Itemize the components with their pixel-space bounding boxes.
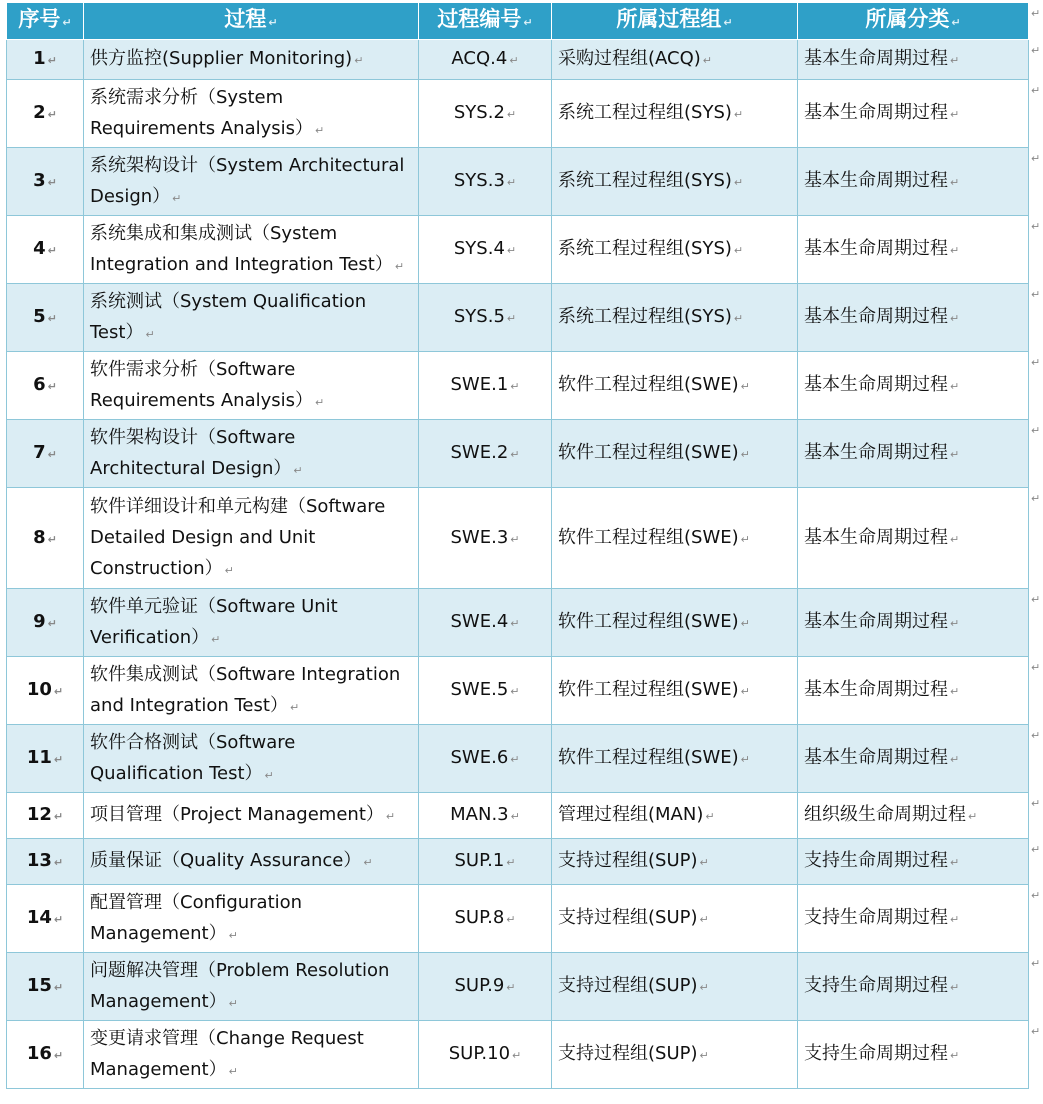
paragraph-mark-icon: ↵ xyxy=(506,913,516,926)
cell-no xyxy=(7,725,84,793)
table-row xyxy=(7,589,1029,657)
cell-category xyxy=(798,1021,1029,1089)
header-no: 序号 ↵ xyxy=(7,3,84,40)
row-end-mark-icon: ↵ xyxy=(1031,220,1041,233)
cell-process xyxy=(84,725,419,793)
cell-code xyxy=(419,953,552,1021)
process-table xyxy=(6,2,1029,1089)
paragraph-mark-icon: ↵ xyxy=(740,753,750,766)
cell-code-text: SWE.1 xyxy=(450,374,509,395)
paragraph-mark-icon: ↵ xyxy=(506,244,517,257)
cell-process xyxy=(84,420,419,488)
cell-group xyxy=(552,284,798,352)
paragraph-mark-icon: ↵ xyxy=(950,856,960,869)
cell-category xyxy=(798,284,1029,352)
table-row xyxy=(7,216,1029,284)
cell-group-text: 支持过程组(SUP) xyxy=(558,1043,698,1064)
cell-no xyxy=(7,793,84,839)
cell-process-text: 系统测试（System Qualification Test） xyxy=(90,290,367,343)
header-process: 过程 ↵ xyxy=(84,3,419,40)
cell-code xyxy=(419,839,552,885)
paragraph-mark-icon: ↵ xyxy=(228,996,238,1010)
cell-code xyxy=(419,216,552,284)
row-end-mark-icon: ↵ xyxy=(1031,843,1041,856)
row-end-mark-icon: ↵ xyxy=(1031,1025,1041,1038)
cell-group xyxy=(552,839,798,885)
paragraph-mark-icon: ↵ xyxy=(510,448,520,461)
table-row xyxy=(7,953,1029,1021)
cell-code xyxy=(419,793,552,839)
cell-category-text: 基本生命周期过程 xyxy=(804,306,948,327)
cell-code xyxy=(419,284,552,352)
cell-code xyxy=(419,148,552,216)
cell-process xyxy=(84,953,419,1021)
cell-process xyxy=(84,589,419,657)
paragraph-mark-icon: ↵ xyxy=(699,1049,709,1062)
cell-no xyxy=(7,1021,84,1089)
cell-no-text: 10 xyxy=(26,679,52,700)
cell-code-text: MAN.3 xyxy=(450,804,509,825)
cell-no-text: 4 xyxy=(33,238,46,259)
cell-code xyxy=(419,80,552,148)
cell-process-text: 系统集成和集成测试（System Integration and Integration Test） xyxy=(90,222,393,275)
cell-no xyxy=(7,284,84,352)
paragraph-mark-icon: ↵ xyxy=(264,768,274,782)
paragraph-mark-icon: ↵ xyxy=(950,981,960,994)
cell-category xyxy=(798,148,1029,216)
paragraph-mark-icon: ↵ xyxy=(699,981,709,994)
paragraph-mark-icon: ↵ xyxy=(363,856,373,869)
header-code: 过程编号 ↵ xyxy=(419,3,552,40)
cell-code xyxy=(419,488,552,589)
cell-code xyxy=(419,352,552,420)
paragraph-mark-icon: ↵ xyxy=(506,108,517,121)
cell-code-text: SUP.10 xyxy=(448,1043,511,1064)
paragraph-mark-icon: ↵ xyxy=(53,1049,64,1062)
cell-no xyxy=(7,488,84,589)
paragraph-mark-icon: ↵ xyxy=(950,54,960,67)
row-end-mark-icon: ↵ xyxy=(1031,889,1041,902)
paragraph-mark-icon: ↵ xyxy=(506,856,516,869)
cell-code-text: SYS.3 xyxy=(453,170,505,191)
cell-process xyxy=(84,352,419,420)
cell-group-text: 系统工程过程组(SYS) xyxy=(558,238,732,259)
row-end-mark-icon: ↵ xyxy=(1031,44,1041,57)
cell-category-text: 基本生命周期过程 xyxy=(804,747,948,768)
paragraph-mark-icon: ↵ xyxy=(950,753,960,766)
cell-code-text: ACQ.4 xyxy=(451,48,508,69)
cell-process-text: 软件合格测试（Software Qualification Test） xyxy=(90,731,296,784)
row-end-mark-icon: ↵ xyxy=(1031,729,1041,742)
paragraph-mark-icon: ↵ xyxy=(733,312,744,325)
cell-category xyxy=(798,488,1029,589)
cell-code xyxy=(419,885,552,953)
paragraph-mark-icon: ↵ xyxy=(47,312,57,325)
paragraph-mark-icon: ↵ xyxy=(950,244,960,257)
cell-code xyxy=(419,40,552,80)
cell-category-text: 基本生命周期过程 xyxy=(804,238,948,259)
paragraph-mark-icon: ↵ xyxy=(512,1049,522,1062)
table-row xyxy=(7,420,1029,488)
cell-no-text: 14 xyxy=(26,907,52,928)
table-row xyxy=(7,725,1029,793)
cell-group-text: 系统工程过程组(SYS) xyxy=(558,306,732,327)
cell-process xyxy=(84,839,419,885)
cell-category-text: 基本生命周期过程 xyxy=(804,48,948,69)
cell-category-text: 基本生命周期过程 xyxy=(804,170,948,191)
paragraph-mark-icon: ↵ xyxy=(228,928,238,942)
cell-category xyxy=(798,216,1029,284)
paragraph-mark-icon: ↵ xyxy=(53,685,64,698)
cell-category xyxy=(798,589,1029,657)
cell-process xyxy=(84,40,419,80)
cell-category-text: 支持生命周期过程 xyxy=(804,975,948,996)
paragraph-mark-icon: ↵ xyxy=(510,810,520,823)
cell-group xyxy=(552,657,798,725)
cell-no xyxy=(7,885,84,953)
cell-category-text: 基本生命周期过程 xyxy=(804,374,948,395)
paragraph-mark-icon: ↵ xyxy=(289,700,300,714)
cell-code-text: SYS.5 xyxy=(453,306,505,327)
cell-category-text: 基本生命周期过程 xyxy=(804,102,948,123)
paragraph-mark-icon: ↵ xyxy=(950,1049,960,1062)
cell-category xyxy=(798,793,1029,839)
paragraph-mark-icon: ↵ xyxy=(172,191,182,205)
cell-process-text: 软件架构设计（Software Architectural Design） xyxy=(90,426,296,479)
cell-category-text: 支持生命周期过程 xyxy=(804,850,948,871)
cell-group xyxy=(552,40,798,80)
paragraph-mark-icon: ↵ xyxy=(699,913,709,926)
paragraph-mark-icon: ↵ xyxy=(228,1064,238,1078)
paragraph-mark-icon: ↵ xyxy=(950,685,960,698)
cell-category-text: 基本生命周期过程 xyxy=(804,679,948,700)
cell-no-text: 5 xyxy=(33,306,46,327)
paragraph-mark-icon: ↵ xyxy=(53,913,64,926)
row-end-mark-icon: ↵ xyxy=(1031,152,1041,165)
paragraph-mark-icon: ↵ xyxy=(47,617,57,630)
paragraph-mark-icon: ↵ xyxy=(293,463,303,477)
paragraph-mark-icon: ↵ xyxy=(950,108,960,121)
paragraph-mark-icon: ↵ xyxy=(53,753,64,766)
cell-group xyxy=(552,1021,798,1089)
cell-no-text: 11 xyxy=(26,747,52,768)
cell-process-text: 配置管理（Configuration Management） xyxy=(90,891,303,944)
cell-group xyxy=(552,725,798,793)
paragraph-mark-icon: ↵ xyxy=(968,810,978,823)
row-end-mark-icon: ↵ xyxy=(1031,957,1041,970)
paragraph-mark-icon: ↵ xyxy=(702,54,712,67)
paragraph-mark-icon: ↵ xyxy=(523,16,533,29)
cell-category xyxy=(798,420,1029,488)
paragraph-mark-icon: ↵ xyxy=(145,327,155,341)
cell-group-text: 系统工程过程组(SYS) xyxy=(558,170,732,191)
cell-category xyxy=(798,80,1029,148)
cell-category-text: 基本生命周期过程 xyxy=(804,526,948,548)
paragraph-mark-icon: ↵ xyxy=(950,913,960,926)
row-end-mark-icon: ↵ xyxy=(1031,797,1041,810)
cell-group xyxy=(552,488,798,589)
cell-code-text: SUP.9 xyxy=(454,975,505,996)
cell-category-text: 支持生命周期过程 xyxy=(804,1043,948,1064)
cell-no xyxy=(7,657,84,725)
cell-category xyxy=(798,839,1029,885)
row-end-mark-icon: ↵ xyxy=(1031,288,1041,301)
cell-process xyxy=(84,284,419,352)
cell-code-text: SWE.6 xyxy=(450,747,509,768)
cell-code xyxy=(419,589,552,657)
paragraph-mark-icon: ↵ xyxy=(740,532,750,546)
paragraph-mark-icon: ↵ xyxy=(47,108,57,121)
row-end-marks xyxy=(1031,0,1043,1104)
row-end-mark-icon: ↵ xyxy=(1031,492,1041,505)
paragraph-mark-icon: ↵ xyxy=(211,632,221,646)
cell-group-text: 采购过程组(ACQ) xyxy=(558,48,701,69)
cell-process-text: 软件集成测试（Software Integration and Integration Test） xyxy=(90,663,401,716)
paragraph-mark-icon: ↵ xyxy=(47,448,57,461)
paragraph-mark-icon: ↵ xyxy=(224,563,234,577)
cell-process-text: 供方监控(Supplier Monitoring) xyxy=(90,48,353,69)
row-end-mark-icon: ↵ xyxy=(1031,356,1041,369)
cell-code-text: SWE.2 xyxy=(450,442,509,463)
paragraph-mark-icon: ↵ xyxy=(699,856,709,869)
table-header-row xyxy=(7,3,1029,40)
table-body xyxy=(7,40,1029,1089)
paragraph-mark-icon: ↵ xyxy=(315,395,325,409)
cell-no-text: 15 xyxy=(26,975,52,996)
cell-category-text: 支持生命周期过程 xyxy=(804,907,948,928)
cell-code xyxy=(419,725,552,793)
cell-group xyxy=(552,885,798,953)
table-row xyxy=(7,657,1029,725)
paragraph-mark-icon: ↵ xyxy=(510,685,520,698)
paragraph-mark-icon: ↵ xyxy=(705,810,715,823)
cell-process xyxy=(84,80,419,148)
paragraph-mark-icon: ↵ xyxy=(740,617,750,630)
cell-group xyxy=(552,420,798,488)
table-row xyxy=(7,40,1029,80)
cell-no xyxy=(7,839,84,885)
cell-no-text: 13 xyxy=(26,850,52,871)
row-end-mark-icon: ↵ xyxy=(1031,593,1041,606)
cell-code xyxy=(419,420,552,488)
paragraph-mark-icon: ↵ xyxy=(740,380,750,393)
header-group: 所属过程组 ↵ xyxy=(552,3,798,40)
cell-process xyxy=(84,148,419,216)
row-end-mark-icon: ↵ xyxy=(1031,661,1041,674)
paragraph-mark-icon: ↵ xyxy=(510,380,520,393)
paragraph-mark-icon: ↵ xyxy=(733,176,744,189)
cell-no-text: 3 xyxy=(33,170,46,191)
cell-process xyxy=(84,885,419,953)
cell-category xyxy=(798,352,1029,420)
cell-group-text: 管理过程组(MAN) xyxy=(558,804,704,825)
cell-category xyxy=(798,40,1029,80)
paragraph-mark-icon: ↵ xyxy=(53,981,64,994)
cell-group-text: 软件工程过程组(SWE) xyxy=(558,442,739,463)
cell-group xyxy=(552,589,798,657)
header-category: 所属分类 ↵ xyxy=(798,3,1029,40)
cell-code-text: SWE.3 xyxy=(450,526,509,548)
cell-group xyxy=(552,80,798,148)
cell-process-text: 软件需求分析（Software Requirements Analysis） xyxy=(90,358,314,411)
paragraph-mark-icon: ↵ xyxy=(47,380,57,393)
cell-no xyxy=(7,352,84,420)
cell-code-text: SWE.5 xyxy=(450,679,509,700)
cell-no xyxy=(7,589,84,657)
cell-group-text: 软件工程过程组(SWE) xyxy=(558,679,739,700)
paragraph-mark-icon: ↵ xyxy=(53,856,64,869)
cell-group xyxy=(552,148,798,216)
cell-no xyxy=(7,420,84,488)
paragraph-mark-icon: ↵ xyxy=(510,532,520,546)
cell-no xyxy=(7,953,84,1021)
paragraph-mark-icon: ↵ xyxy=(950,380,960,393)
cell-no-text: 9 xyxy=(33,611,46,632)
cell-no-text: 2 xyxy=(33,102,46,123)
cell-process-text: 项目管理（Project Management） xyxy=(90,804,384,825)
table-row xyxy=(7,839,1029,885)
paragraph-mark-icon: ↵ xyxy=(506,176,517,189)
paragraph-mark-icon: ↵ xyxy=(510,617,520,630)
cell-group-text: 软件工程过程组(SWE) xyxy=(558,526,739,548)
cell-category xyxy=(798,657,1029,725)
table-row xyxy=(7,148,1029,216)
paragraph-mark-icon: ↵ xyxy=(53,810,64,823)
paragraph-mark-icon: ↵ xyxy=(950,448,960,461)
table-row xyxy=(7,793,1029,839)
cell-no-text: 7 xyxy=(33,442,46,463)
paragraph-mark-icon: ↵ xyxy=(394,259,405,273)
paragraph-mark-icon: ↵ xyxy=(951,16,961,29)
paragraph-mark-icon: ↵ xyxy=(47,244,57,257)
cell-code-text: SUP.8 xyxy=(454,907,505,928)
cell-no-text: 8 xyxy=(33,526,46,548)
cell-process-text: 变更请求管理（Change Request Management） xyxy=(90,1027,364,1080)
cell-group xyxy=(552,953,798,1021)
row-end-mark-icon: ↵ xyxy=(1031,84,1041,97)
cell-no xyxy=(7,216,84,284)
paragraph-mark-icon: ↵ xyxy=(506,981,516,994)
cell-no xyxy=(7,40,84,80)
cell-code-text: SUP.1 xyxy=(454,850,505,871)
cell-group-text: 支持过程组(SUP) xyxy=(558,975,698,996)
cell-category-text: 基本生命周期过程 xyxy=(804,442,948,463)
cell-category-text: 基本生命周期过程 xyxy=(804,611,948,632)
cell-group-text: 软件工程过程组(SWE) xyxy=(558,374,739,395)
paragraph-mark-icon: ↵ xyxy=(950,532,960,546)
table-row xyxy=(7,80,1029,148)
paragraph-mark-icon: ↵ xyxy=(268,16,278,29)
cell-process-text: 系统需求分析（System Requirements Analysis） xyxy=(90,86,314,139)
paragraph-mark-icon: ↵ xyxy=(47,176,57,189)
cell-process xyxy=(84,216,419,284)
cell-no-text: 6 xyxy=(33,374,46,395)
cell-process-text: 质量保证（Quality Assurance） xyxy=(90,850,362,871)
table-row xyxy=(7,352,1029,420)
cell-group xyxy=(552,352,798,420)
table-row xyxy=(7,1021,1029,1089)
cell-process xyxy=(84,793,419,839)
cell-code-text: SWE.4 xyxy=(450,611,509,632)
paragraph-mark-icon: ↵ xyxy=(385,810,396,823)
cell-category xyxy=(798,885,1029,953)
row-end-mark-icon: ↵ xyxy=(1031,7,1041,20)
cell-process-text: 软件详细设计和单元构建（Software Detailed Design and Unit Construction） xyxy=(90,495,386,579)
cell-group-text: 支持过程组(SUP) xyxy=(558,907,698,928)
cell-group xyxy=(552,793,798,839)
paragraph-mark-icon: ↵ xyxy=(315,123,325,137)
paragraph-mark-icon: ↵ xyxy=(740,448,750,461)
paragraph-mark-icon: ↵ xyxy=(950,617,960,630)
cell-group-text: 软件工程过程组(SWE) xyxy=(558,611,739,632)
cell-process-text: 软件单元验证（Software Unit Verification） xyxy=(90,595,338,648)
cell-category-text: 组织级生命周期过程 xyxy=(804,804,966,825)
row-end-mark-icon: ↵ xyxy=(1031,424,1041,437)
cell-no-text: 12 xyxy=(26,804,52,825)
table-row xyxy=(7,284,1029,352)
paragraph-mark-icon: ↵ xyxy=(723,16,733,29)
cell-process xyxy=(84,488,419,589)
paragraph-mark-icon: ↵ xyxy=(950,176,960,189)
paragraph-mark-icon: ↵ xyxy=(509,54,519,67)
paragraph-mark-icon: ↵ xyxy=(62,16,72,29)
cell-code xyxy=(419,657,552,725)
cell-category xyxy=(798,953,1029,1021)
cell-no xyxy=(7,80,84,148)
cell-code xyxy=(419,1021,552,1089)
cell-process xyxy=(84,1021,419,1089)
cell-group xyxy=(552,216,798,284)
cell-group-text: 系统工程过程组(SYS) xyxy=(558,102,732,123)
cell-no-text: 1 xyxy=(33,48,46,69)
paragraph-mark-icon: ↵ xyxy=(47,54,57,67)
cell-group-text: 软件工程过程组(SWE) xyxy=(558,747,739,768)
paragraph-mark-icon: ↵ xyxy=(733,108,744,121)
table-row xyxy=(7,885,1029,953)
paragraph-mark-icon: ↵ xyxy=(47,532,57,546)
paragraph-mark-icon: ↵ xyxy=(733,244,744,257)
cell-process xyxy=(84,657,419,725)
paragraph-mark-icon: ↵ xyxy=(740,685,750,698)
cell-code-text: SYS.4 xyxy=(453,238,505,259)
cell-process-text: 问题解决管理（Problem Resolution Management） xyxy=(90,959,390,1012)
cell-no xyxy=(7,148,84,216)
table-row xyxy=(7,488,1029,589)
paragraph-mark-icon: ↵ xyxy=(354,54,364,67)
cell-no-text: 16 xyxy=(26,1043,52,1064)
paragraph-mark-icon: ↵ xyxy=(950,312,960,325)
paragraph-mark-icon: ↵ xyxy=(510,753,520,766)
cell-group-text: 支持过程组(SUP) xyxy=(558,850,698,871)
cell-code-text: SYS.2 xyxy=(453,102,505,123)
cell-process-text: 系统架构设计（System Architectural Design） xyxy=(90,154,405,207)
cell-category xyxy=(798,725,1029,793)
paragraph-mark-icon: ↵ xyxy=(506,312,517,325)
